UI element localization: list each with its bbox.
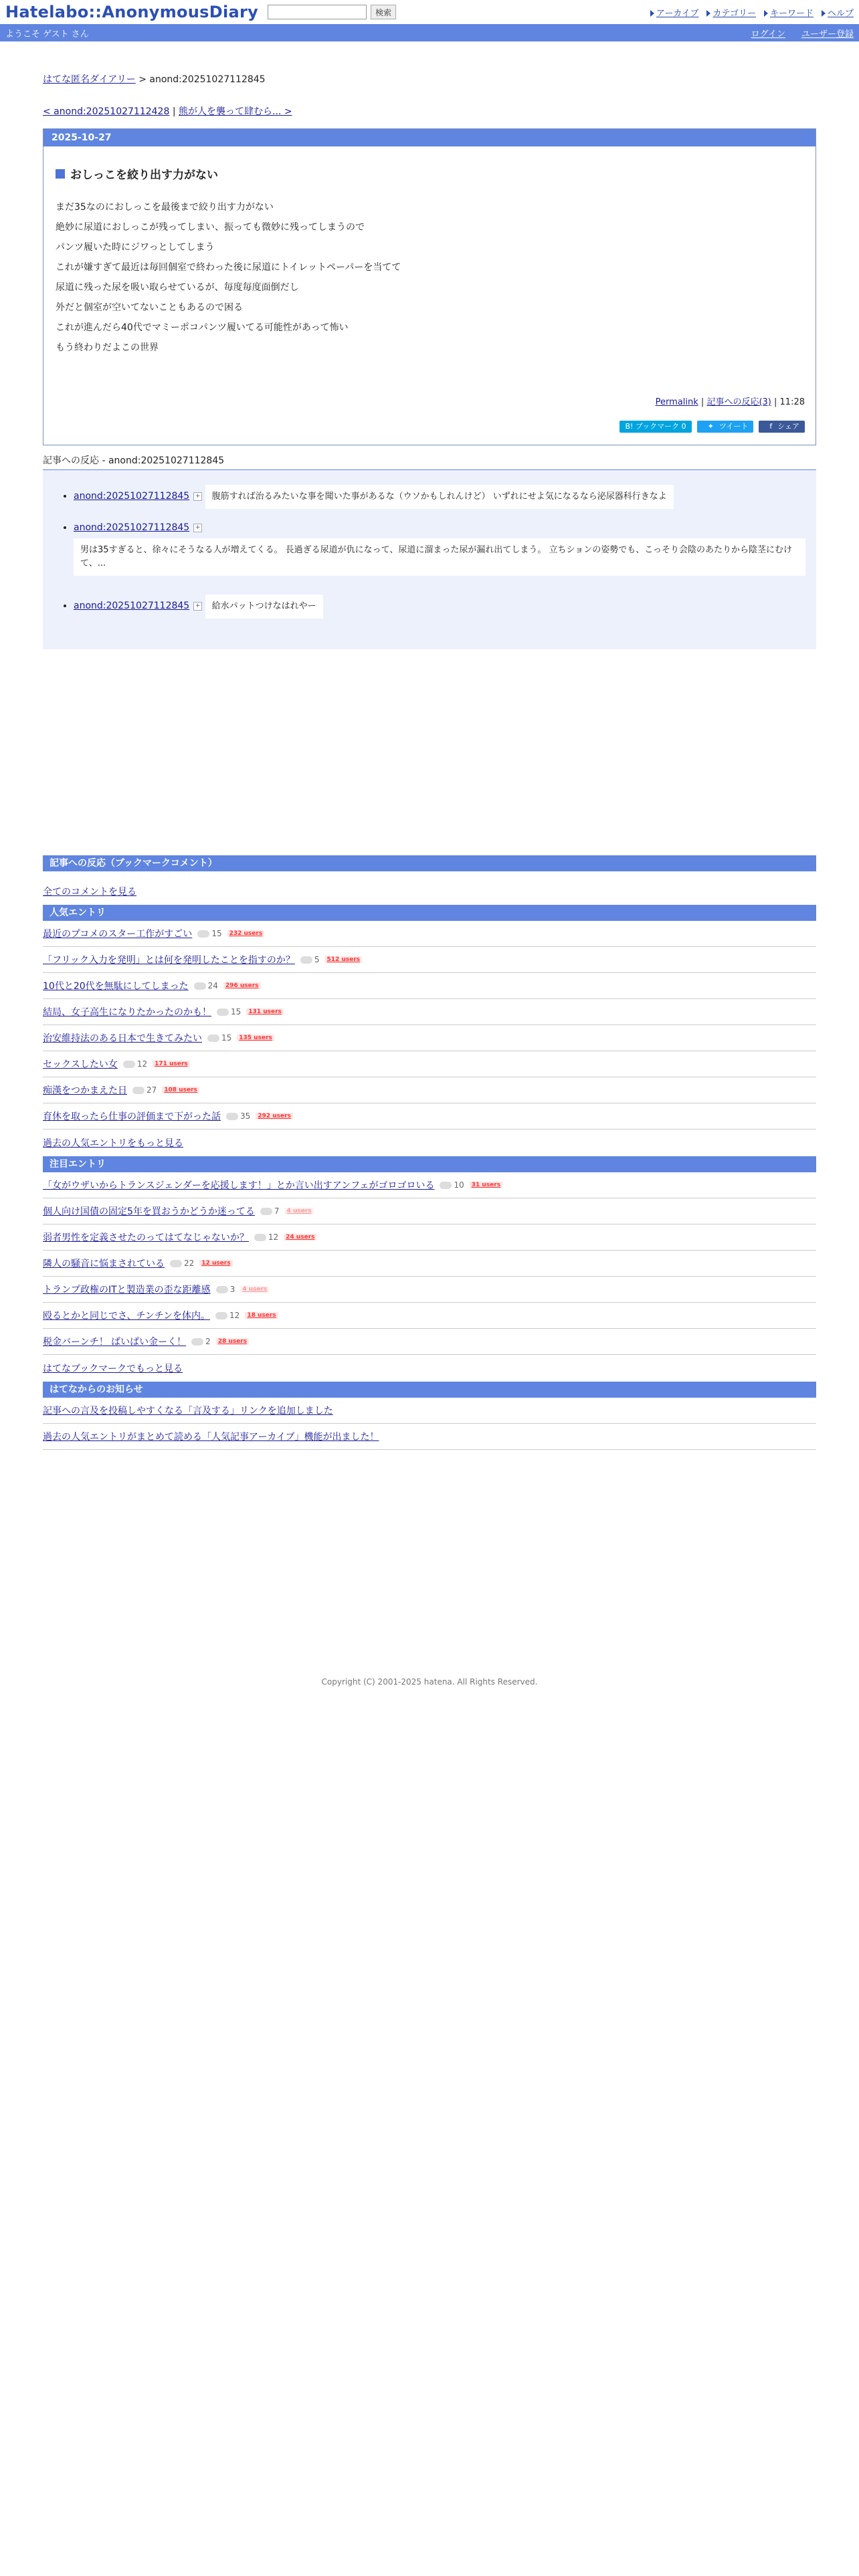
expand-icon[interactable]: +	[193, 524, 202, 532]
all-comments	[43, 885, 816, 898]
list-item	[43, 921, 816, 947]
notice-link[interactable]: 記事への言及を投稿しやすくなる「言及する」リンクを追加しました	[43, 1406, 333, 1416]
reaction-item	[74, 522, 805, 576]
comment-count[interactable]: 3	[216, 1285, 235, 1294]
comment-count[interactable]: 35	[226, 1111, 250, 1121]
comment-bubble-icon	[132, 1087, 145, 1094]
reaction-text: 男は35すぎると、徐々にそうなる人が増えてくる。 長過ぎる尿道が仇になって、尿道に溜まった尿が漏れ出てしまう。 立ちションの姿勢でも、こっそり会陰のあたりから陰茎にむけて、...	[74, 538, 805, 576]
featured-more-link[interactable]: はてなブックマークでもっと見る	[43, 1364, 183, 1374]
meta-separator: |	[771, 397, 780, 407]
list-item	[43, 1329, 816, 1355]
triangle-icon	[706, 10, 710, 17]
search-button[interactable]: 検索	[371, 5, 396, 19]
top-bar	[0, 0, 859, 24]
breadcrumb-current: anond:20251027112845	[149, 74, 266, 85]
list-item	[43, 1025, 816, 1051]
featured-more	[43, 1355, 816, 1382]
entry-line: 尿道に残った尿を吸い取らせているが、毎度毎度面倒だし	[56, 282, 299, 293]
users-badge[interactable]: 296 users	[223, 982, 261, 989]
notice-link[interactable]: 過去の人気エントリがまとめて読める「人気記事アーカイブ」機能が出ました！	[43, 1432, 379, 1442]
entry-link[interactable]: トランプ政権のITと製造業の歪な距離感	[43, 1285, 211, 1295]
list-item	[43, 1251, 816, 1277]
users-badge[interactable]: 131 users	[246, 1008, 284, 1015]
reaction-link[interactable]: anond:20251027112845	[74, 601, 190, 611]
comment-bubble-icon	[260, 1208, 272, 1215]
list-item	[43, 1303, 816, 1329]
triangle-icon	[822, 10, 826, 17]
list-item	[43, 1277, 816, 1303]
list-item	[43, 1224, 816, 1251]
list-item	[43, 973, 816, 999]
list-item	[43, 1172, 816, 1198]
users-badge[interactable]: 292 users	[256, 1113, 293, 1119]
search-input[interactable]	[268, 5, 367, 19]
list-item	[43, 999, 816, 1025]
nav-help[interactable]: ヘルプ	[822, 6, 854, 19]
permalink[interactable]: Permalink	[655, 397, 698, 407]
entry-link[interactable]: 「女がウザいからトランスジェンダーを応援します！」とか言い出すアンフェがゴロゴロいる	[43, 1180, 435, 1191]
entry-line: もう終わりだよこの世界	[56, 342, 159, 353]
reaction-link[interactable]: anond:20251027112845	[74, 522, 190, 533]
comment-bubble-icon	[226, 1113, 238, 1120]
reaction-item	[74, 479, 805, 509]
welcome-bar	[0, 24, 859, 41]
facebook-icon: f	[769, 422, 773, 431]
comment-count[interactable]: 15	[197, 929, 221, 938]
comment-bubble-icon	[440, 1182, 452, 1189]
entry-link[interactable]: 育休を取ったら仕事の評価まで下がった話	[43, 1111, 221, 1122]
comment-bubble-icon	[123, 1061, 135, 1068]
list-item	[43, 1051, 816, 1077]
comment-count[interactable]: 22	[170, 1259, 194, 1268]
site-logo[interactable]: Hatelabo::AnonymousDiary	[5, 3, 259, 21]
featured-heading: 注目エントリ	[43, 1156, 816, 1172]
meta-separator: |	[698, 397, 707, 407]
notices-heading: はてなからのお知らせ	[43, 1382, 816, 1398]
welcome-text: ようこそ ゲスト さん	[5, 29, 89, 39]
entry-line: これが進んだら40代でマミーポコパンツ履いてる可能性があって怖い	[56, 322, 349, 333]
prevnext-separator: |	[169, 106, 179, 117]
comment-bubble-icon	[254, 1234, 266, 1241]
entry-link[interactable]: セックスしたい女	[43, 1059, 118, 1070]
breadcrumb-separator: >	[135, 74, 150, 85]
entry-link[interactable]: 「フリック入力を発明」とは何を発明したことを指すのか？	[43, 955, 295, 966]
search-form	[268, 5, 396, 19]
breadcrumb-home[interactable]: はてな匿名ダイアリー	[43, 74, 136, 85]
entry-link[interactable]: 個人向け国債の固定5年を買おうかどうか迷ってる	[43, 1206, 255, 1217]
users-badge[interactable]: 18 users	[245, 1312, 278, 1319]
comment-count[interactable]: 2	[191, 1337, 211, 1346]
login-link[interactable]: ログイン	[751, 29, 785, 39]
breadcrumb	[43, 72, 816, 86]
footer-copyright: Copyright (C) 2001-2025 hatena. All Rights Reserved.	[321, 1677, 538, 1687]
featured-list	[43, 1172, 816, 1355]
comment-count[interactable]: 5	[300, 955, 320, 964]
comment-bubble-icon	[216, 1286, 228, 1293]
comment-bubble-icon	[170, 1260, 182, 1267]
comment-bubble-icon	[191, 1338, 203, 1346]
users-badge[interactable]: 135 users	[237, 1035, 274, 1041]
comment-count[interactable]: 24	[194, 981, 218, 990]
entry-body	[56, 202, 816, 353]
tweet-button[interactable]: ✦ツイート	[697, 421, 754, 433]
bird-icon: ✦	[707, 422, 714, 431]
reactions-link[interactable]: 記事への反応(3)	[706, 397, 771, 407]
nav-keyword[interactable]: キーワード	[764, 6, 814, 19]
entry-meta	[43, 395, 805, 407]
reaction-item	[74, 589, 805, 619]
entry-line: これが嫌すぎて最近は毎回個室で終わった後に尿道にトイレットペーパーを当てて	[56, 262, 401, 273]
facebook-share-button[interactable]: fシェア	[759, 421, 805, 433]
users-badge[interactable]: 31 users	[470, 1182, 502, 1188]
list-item	[43, 1424, 816, 1450]
triangle-icon	[764, 10, 768, 17]
nav-category[interactable]: カテゴリー	[706, 6, 755, 19]
comment-bubble-icon	[207, 1035, 219, 1042]
list-item	[43, 947, 816, 973]
comment-count[interactable]: 15	[207, 1033, 231, 1043]
entry-link[interactable]: 最近のプコメのスター工作がすごい	[43, 929, 193, 940]
users-badge[interactable]: 24 users	[284, 1234, 316, 1241]
reaction-link[interactable]: anond:20251027112845	[74, 491, 190, 502]
comment-count[interactable]: 27	[132, 1085, 157, 1095]
list-item	[43, 1103, 816, 1130]
users-badge[interactable]: 512 users	[325, 956, 363, 963]
nav-archive[interactable]: アーカイブ	[650, 6, 699, 19]
users-badge[interactable]: 4 users	[285, 1208, 314, 1214]
popular-list	[43, 921, 816, 1130]
entry-date: 2025-10-27	[43, 129, 816, 146]
comment-bubble-icon	[300, 956, 312, 964]
popular-more-link[interactable]: 過去の人気エントリをもっと見る	[43, 1138, 183, 1149]
users-badge[interactable]: 171 users	[153, 1061, 190, 1067]
entry-line: パンツ履いた時にジワっとしてしまう	[56, 242, 215, 253]
diary-entry	[43, 128, 816, 445]
prev-next-nav	[43, 104, 816, 118]
expand-icon[interactable]: +	[193, 602, 202, 611]
notices-list	[43, 1398, 816, 1450]
list-item	[43, 1077, 816, 1103]
all-comments-link[interactable]: 全てのコメントを見る	[43, 887, 136, 897]
entry-line: まだ35なのにおしっこを最後まで絞り出す力がない	[56, 202, 274, 213]
bookmark-comments-heading: 記事への反応（ブックマークコメント）	[43, 855, 816, 871]
prev-entry-link[interactable]: < anond:20251027112428	[43, 106, 170, 117]
square-icon	[56, 169, 65, 179]
comment-bubble-icon	[215, 1312, 227, 1319]
comment-bubble-icon	[217, 1008, 229, 1016]
users-badge[interactable]: 232 users	[227, 930, 265, 937]
share-buttons	[43, 421, 805, 433]
reaction-text: 給水パットつけなはれやー	[205, 595, 323, 619]
popular-heading: 人気エントリ	[43, 905, 816, 921]
list-item	[43, 1398, 816, 1424]
comment-count[interactable]: 15	[217, 1007, 241, 1016]
entry-link[interactable]: 弱者男性を定義させたのってはてなじゃないか？	[43, 1232, 249, 1243]
comment-count[interactable]: 12	[123, 1059, 147, 1069]
register-link[interactable]: ユーザー登録	[801, 29, 854, 39]
entry-title-text: おしっこを絞り出す力がない	[70, 169, 218, 182]
entry-link[interactable]: 10代と20代を無駄にしてしまった	[43, 981, 189, 992]
popular-more	[43, 1130, 816, 1156]
main-content	[43, 72, 816, 1687]
users-badge[interactable]: 28 users	[216, 1338, 249, 1345]
users-badge[interactable]: 4 users	[240, 1286, 269, 1293]
next-entry-link[interactable]: 熊が人を襲って肆むら... >	[179, 106, 292, 117]
top-nav	[650, 6, 854, 19]
users-badge[interactable]: 108 users	[162, 1087, 199, 1093]
entry-link[interactable]: 痴漢をつかまえた日	[43, 1085, 127, 1096]
comment-bubble-icon	[197, 930, 209, 938]
entry-link[interactable]: 殴るとかと同じでさ、チンチンを体内。	[43, 1311, 211, 1321]
entry-link[interactable]: 税金バーンチ！ ぱいぱい金ーく！	[43, 1337, 187, 1348]
comment-count[interactable]: 10	[440, 1180, 464, 1190]
users-badge[interactable]: 12 users	[199, 1260, 232, 1267]
comment-count[interactable]: 7	[260, 1206, 280, 1216]
list-item	[43, 1198, 816, 1224]
entry-link[interactable]: 治安維持法のある日本で生きてみたい	[43, 1033, 202, 1044]
entry-time: 11:28	[779, 397, 805, 407]
comment-bubble-icon	[194, 982, 206, 990]
comment-count[interactable]: 12	[254, 1232, 278, 1242]
reaction-text: 腹筋すれば治るみたいな事を聞いた事があるな（ウソかもしれんけど） いずれにせよ気になるなら泌尿器科行きなよ	[205, 485, 674, 509]
triangle-icon	[650, 10, 654, 17]
entry-line: 絶妙に尿道におしっこが残ってしまい、振っても微妙に残ってしまうので	[56, 222, 365, 233]
hatena-bookmark-button[interactable]: B! ブックマーク 0	[619, 421, 691, 433]
entry-title	[56, 165, 816, 182]
entry-link[interactable]: 結局、女子高生になりたかったのかも！	[43, 1007, 211, 1018]
entry-link[interactable]: 隣人の騒音に悩まされている	[43, 1259, 165, 1269]
comment-count[interactable]: 12	[215, 1311, 240, 1320]
expand-icon[interactable]: +	[193, 492, 202, 501]
reactions-list	[43, 470, 816, 649]
reactions-title: 記事への反応 - anond:20251027112845	[43, 453, 816, 470]
entry-line: 外だと個室が空いてないこともあるので困る	[56, 302, 243, 313]
